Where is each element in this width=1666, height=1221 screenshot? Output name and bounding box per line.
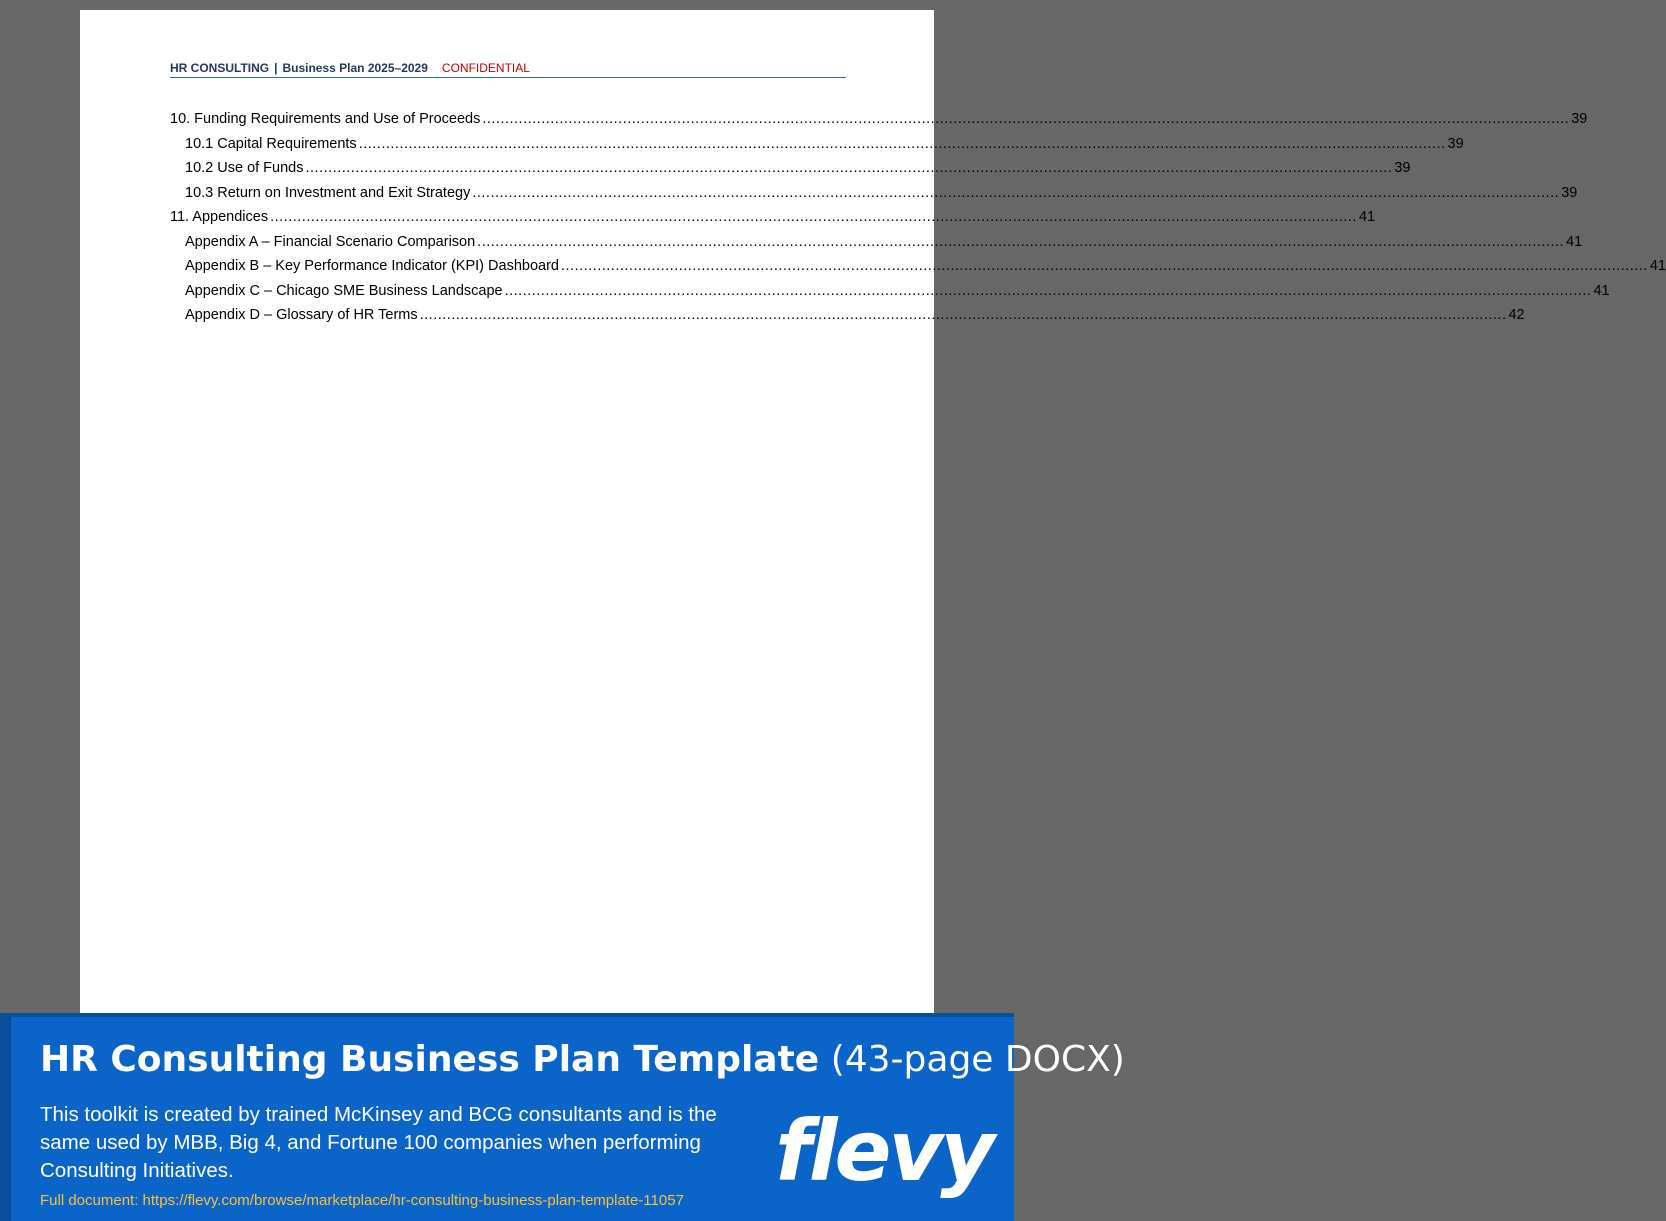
flevy-logo[interactable]: flevy [775,1102,992,1200]
toc-leader [270,209,1357,225]
toc-entry-page: 42 [1508,307,1525,323]
header-org: HR CONSULTING [170,61,270,75]
toc-leader [482,111,1569,127]
toc-leader [306,160,1393,176]
document-page [80,10,1666,1013]
toc-entry[interactable] [170,233,1583,259]
toc-leader [472,185,1559,201]
toc-entry-page: 41 [1593,282,1610,299]
toc-entry-title: Appendix B – Key Performance Indicator (KPI) Dashboard [185,258,559,274]
toc-entry[interactable] [170,135,1464,161]
toc-entry-title: 10.3 Return on Investment and Exit Strategy [185,184,471,201]
toc-entry-page: 39 [1447,135,1464,152]
header-plan: Business Plan 2025–2029 [282,61,428,75]
header-separator: | [274,61,278,75]
toc-entry-page: 41 [1358,209,1376,225]
banner-description: This toolkit is created by trained McKinsey and BCG consultants and is the same used by MBB, Big 4, and Fortune 100 companies when performing Consulting Initiatives. [40,1103,717,1182]
table-of-contents [170,111,1666,332]
toc-entry-page: 39 [1561,184,1578,201]
toc-entry[interactable] [170,258,1666,283]
toc-entry-title: 10.1 Capital Requirements [185,135,357,152]
toc-entry-page: 41 [1566,233,1583,250]
banner-edge [0,1017,11,1221]
toc-leader [505,283,1592,299]
toc-entry-page: 41 [1649,258,1666,274]
toc-entry-title: 11. Appendices [170,209,269,225]
toc-entry[interactable] [170,160,1411,185]
toc-entry-title: 10. Funding Requirements and Use of Proceeds [170,111,481,127]
toc-entry[interactable] [170,307,1525,332]
toc-entry[interactable] [170,184,1578,210]
promo-banner [0,1013,1125,1221]
toc-entry[interactable] [170,111,1588,136]
toc-leader [477,234,1564,250]
toc-entry-page: 39 [1394,160,1411,176]
toc-leader [359,136,1446,152]
toc-entry-title: 10.2 Use of Funds [185,160,304,176]
toc-entry-title: Appendix D – Glossary of HR Terms [185,307,418,323]
full-document-link[interactable]: Full document: https://flevy.com/browse/marketplace/hr-consulting-business-plan-template-11057 [40,1192,684,1209]
toc-entry[interactable] [170,282,1610,308]
toc-leader [561,258,1648,274]
banner-title-light: (43-page DOCX) [830,1039,1125,1080]
toc-leader [420,307,1507,323]
toc-entry-title: Appendix C – Chicago SME Business Landscape [185,282,503,299]
banner-title [40,1039,1125,1080]
document-header [170,61,846,78]
toc-entry-page: 39 [1571,111,1588,127]
toc-entry-title: Appendix A – Financial Scenario Comparison [185,233,476,250]
banner-title-strong: HR Consulting Business Plan Template [40,1039,820,1080]
header-confidential: CONFIDENTIAL [441,61,530,75]
toc-entry[interactable] [170,209,1376,234]
